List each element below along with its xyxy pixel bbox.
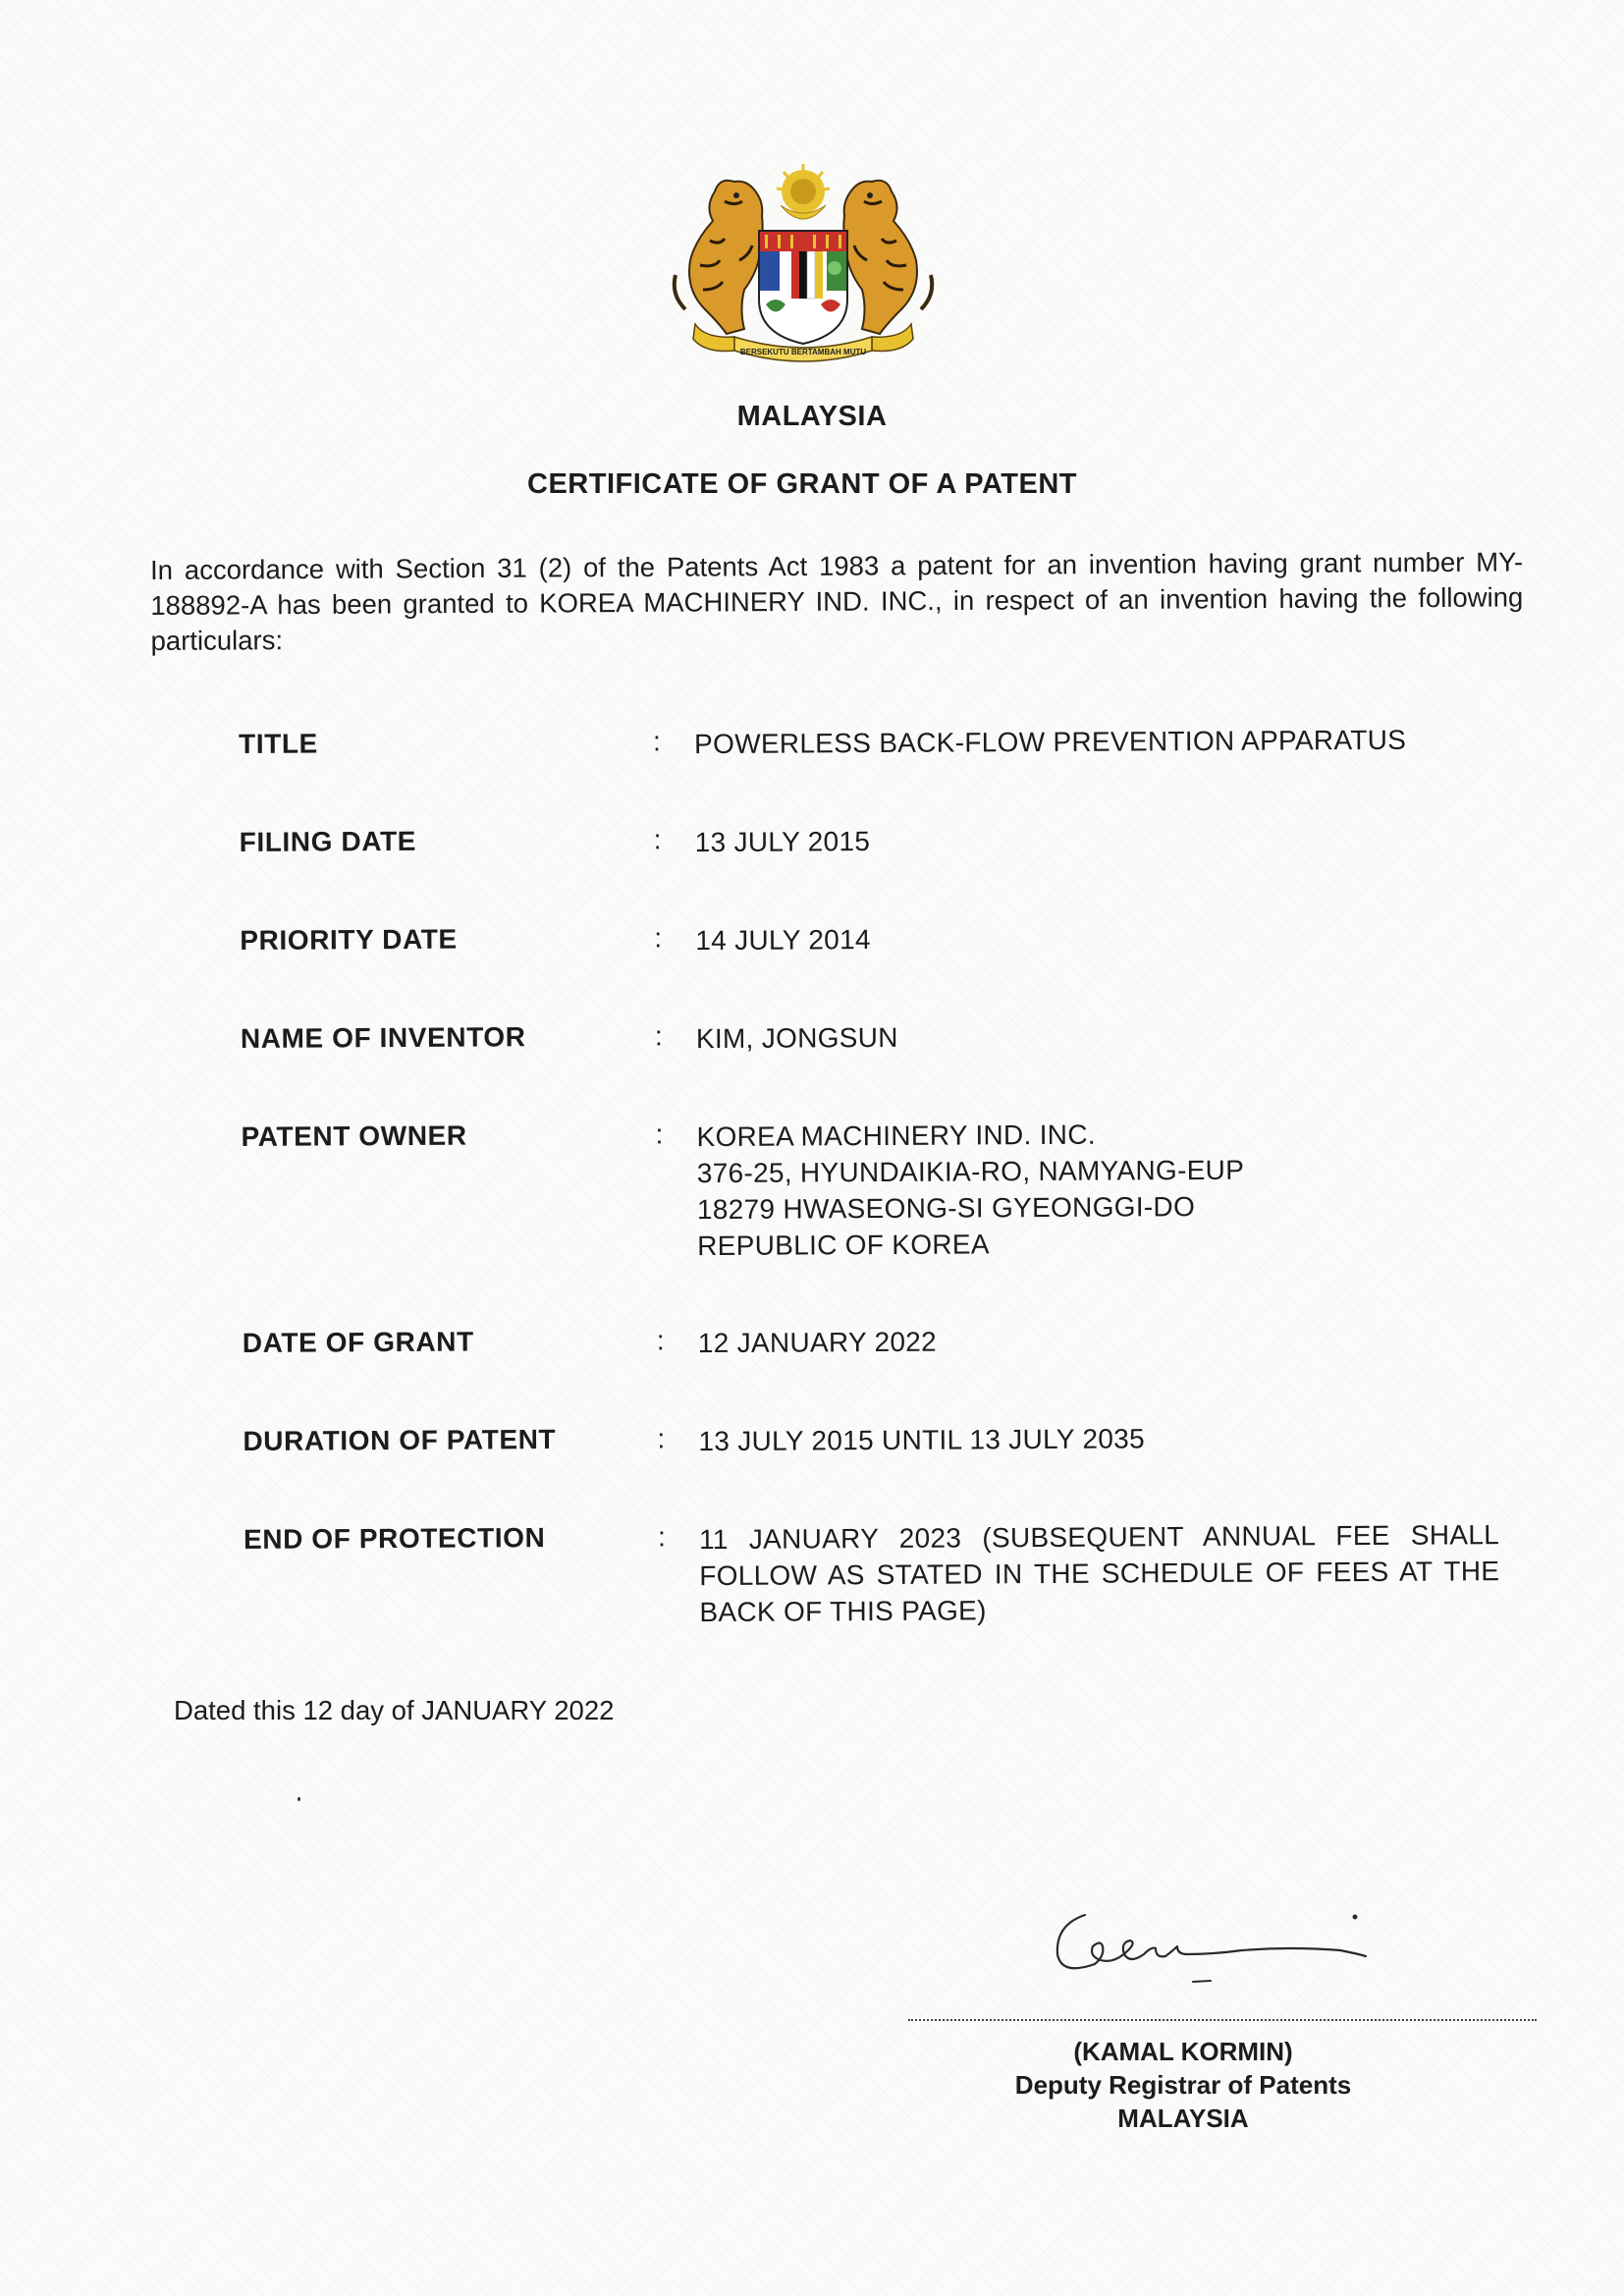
date-of-grant-value: 12 JANUARY 2022 (697, 1326, 938, 1359)
patent-owner-colon: : (655, 1119, 664, 1150)
row-priority-date (240, 917, 1536, 957)
owner-line-street: 376-25, HYUNDAIKIA-RO, NAMYANG-EUP (696, 1154, 1245, 1189)
signatory-name: (KAMAL KORMIN) (1073, 2037, 1293, 2066)
row-title (239, 721, 1535, 760)
signatory-country: MALAYSIA (1117, 2104, 1249, 2133)
intro-paragraph: In accordance with Section 31 (2) of the Patents Act 1983 a patent for an invention having grant number MY-188892-A has been granted to KOREA MACHINERY IND. INC., in respect of an invention having the following particulars: (150, 546, 1524, 656)
end-of-protection-value: 11 JANUARY 2023 (SUBSEQUENT ANNUAL FEE SHALL FOLLOW AS STATED IN THE SCHEDULE OF FEES AT THE BACK OF THIS PAGE) (698, 1519, 1500, 1628)
title-value: POWERLESS BACK-FLOW PREVENTION APPARATUS (694, 724, 1407, 760)
owner-line-country: REPUBLIC OF KOREA (697, 1229, 990, 1262)
row-end-of-protection (243, 1516, 1540, 1628)
left-tiger-icon (675, 181, 763, 334)
priority-date-colon: : (654, 922, 663, 954)
duration-value: 13 JULY 2015 UNTIL 13 JULY 2035 (698, 1423, 1146, 1457)
title-label: TITLE (239, 728, 318, 759)
country-heading: MALAYSIA (736, 401, 888, 432)
priority-date-label: PRIORITY DATE (240, 923, 458, 956)
owner-line-company: KOREA MACHINERY IND. INC. (696, 1119, 1096, 1153)
signatory-block (943, 2035, 1424, 2135)
coat-of-arms-emblem (666, 162, 941, 373)
filing-date-label: FILING DATE (239, 825, 417, 857)
row-date-of-grant (242, 1320, 1539, 1359)
ink-speck (298, 1797, 300, 1801)
signature-line (908, 2019, 1537, 2021)
row-inventor (240, 1015, 1537, 1055)
patent-owner-label: PATENT OWNER (241, 1120, 467, 1152)
crescent-star-icon (777, 164, 830, 219)
filing-date-value: 13 JULY 2015 (694, 826, 871, 858)
title-colon: : (652, 726, 661, 757)
right-tiger-icon (843, 181, 932, 334)
date-of-grant-label: DATE OF GRANT (242, 1326, 474, 1358)
end-of-protection-colon: : (657, 1521, 666, 1553)
priority-date-value: 14 JULY 2014 (695, 924, 871, 957)
owner-line-city: 18279 HWASEONG-SI GYEONGGI-DO (696, 1191, 1196, 1226)
end-of-protection-label: END OF PROTECTION (243, 1522, 546, 1555)
date-of-grant-colon: : (656, 1325, 665, 1356)
signature-image (1046, 1886, 1399, 1994)
motto-text: BERSEKUTU BERTAMBAH MUTU (739, 348, 867, 356)
duration-label: DURATION OF PATENT (243, 1424, 557, 1456)
particulars-list (239, 721, 1535, 1628)
row-patent-owner (241, 1114, 1537, 1262)
row-duration (243, 1418, 1539, 1457)
dated-line: Dated this 12 day of JANUARY 2022 (174, 1695, 615, 1725)
signatory-position: Deputy Registrar of Patents (1014, 2070, 1352, 2100)
inventor-colon: : (654, 1020, 663, 1052)
filing-date-colon: : (653, 824, 662, 855)
shield-icon (759, 231, 847, 344)
row-filing-date (239, 819, 1536, 858)
inventor-label: NAME OF INVENTOR (240, 1021, 526, 1054)
patent-owner-value (696, 1114, 1502, 1264)
inventor-value: KIM, JONGSUN (695, 1021, 898, 1055)
duration-colon: : (657, 1423, 666, 1454)
certificate-title: CERTIFICATE OF GRANT OF A PATENT (527, 468, 1077, 500)
